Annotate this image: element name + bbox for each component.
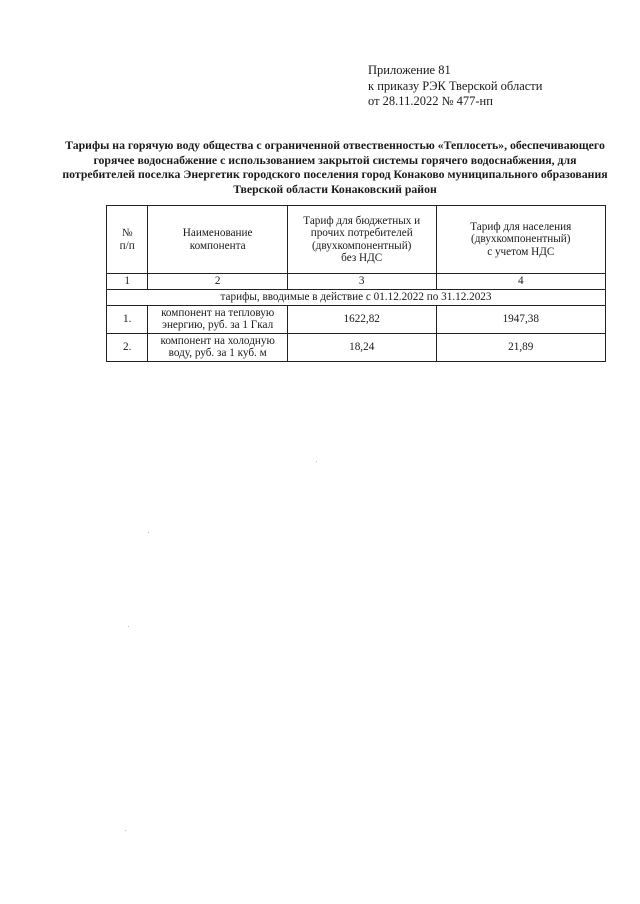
header-number: № п/п (107, 206, 148, 274)
appendix-reference (368, 63, 542, 110)
column-number-3: 3 (287, 274, 436, 290)
column-number-2: 2 (148, 274, 287, 290)
tariff-table (106, 205, 606, 362)
table-header-row (107, 206, 606, 274)
appendix-order-date: от 28.11.2022 № 477-нп (368, 94, 493, 108)
row-number: 1. (107, 305, 148, 333)
row-budget-tariff: 1622,82 (287, 305, 436, 333)
period-label: тарифы, вводимые в действие с 01.12.2022 по 31.12.2023 (107, 290, 606, 306)
row-component-name: компонент на тепловую энергию, руб. за 1 Гкал (148, 305, 287, 333)
row-population-tariff: 21,89 (436, 333, 606, 361)
header-population-tariff: Тариф для населения (двухкомпонентный) с учетом НДС (436, 206, 606, 274)
title-line-4: Тверской области Конаковский район (233, 181, 437, 196)
scan-speck (148, 532, 149, 533)
appendix-number: Приложение 81 (368, 63, 451, 77)
title-line-1: Тарифы на горячую воду общества с ограниченной отвественностью «Теплосеть», обеспечивающего (65, 138, 605, 152)
scan-speck (125, 830, 126, 831)
column-number-4: 4 (436, 274, 606, 290)
header-component-name: Наименование компонента (148, 206, 287, 274)
scan-speck (316, 461, 317, 462)
title-line-2: горячее водоснабжение с использованием закрытой системы горячего водоснабжения, для (93, 152, 577, 167)
title-line-3: потребителей поселка Энергетик городского поселения город Конаково муниципального образования (62, 167, 608, 181)
header-budget-tariff: Тариф для бюджетных и прочих потребителей (двухкомпонентный) без НДС (287, 206, 436, 274)
column-number-1: 1 (107, 274, 148, 290)
table-row (107, 305, 606, 333)
row-budget-tariff: 18,24 (287, 333, 436, 361)
document-title (40, 138, 630, 196)
column-number-row (107, 274, 606, 290)
scan-speck (128, 626, 129, 627)
row-component-name: компонент на холодную воду, руб. за 1 куб. м (148, 333, 287, 361)
appendix-order-ref: к приказу РЭК Тверской области (368, 78, 543, 93)
row-population-tariff: 1947,38 (436, 305, 606, 333)
period-row (107, 290, 606, 306)
row-number: 2. (107, 333, 148, 361)
table-row (107, 333, 606, 361)
